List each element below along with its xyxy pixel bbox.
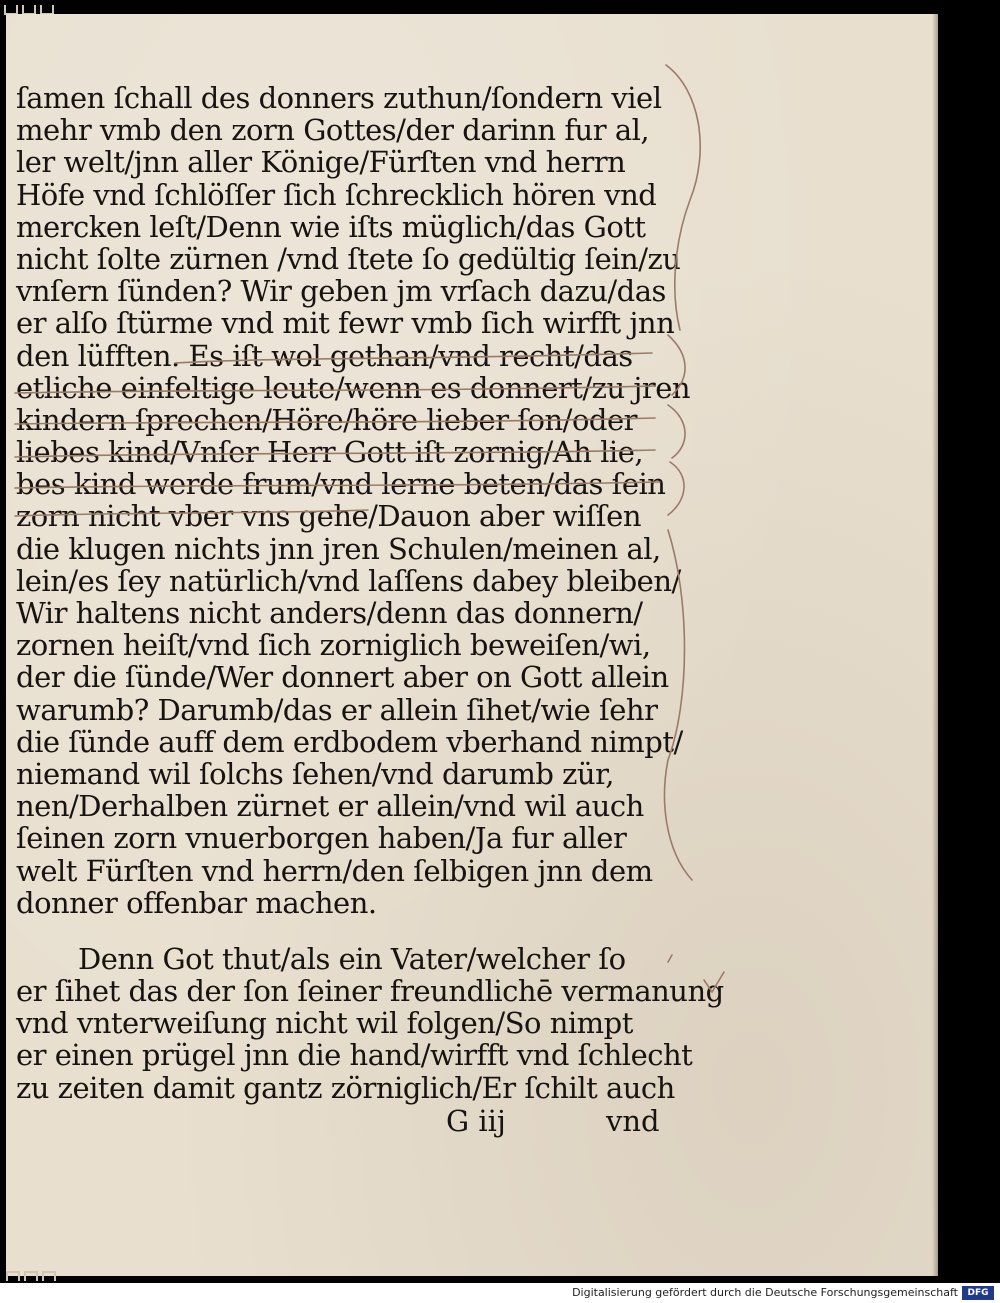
text-line: nicht ſolte zürnen /vnd ſtete ſo gedültig ſein/zu <box>16 241 681 276</box>
text-line: bes kind werde frum/vnd lerne beten/das ſein <box>16 467 666 502</box>
text-line: ſeinen zorn vnuerborgen haben/Ja fur aller <box>16 821 627 856</box>
text-line: zornen heiſt/vnd ſich zorniglich beweiſen/wi, <box>16 628 651 663</box>
paragraph-2-line: er ſihet das der ſon ſeiner freundlichē vermanung <box>16 974 724 1009</box>
paragraph-2-line: vnd vnterweiſung nicht wil folgen/So nimpt <box>16 1006 633 1041</box>
text-line: warumb? Darumb/das er allein ſihet/wie ſehr <box>16 692 658 727</box>
text-line: die klugen nichts jnn jren Schulen/meinen al, <box>16 531 661 566</box>
text-line: die ſünde auff dem erdbodem vberhand nimpt/ <box>16 724 683 759</box>
text-line: donner offenbar machen. <box>16 885 377 920</box>
scan-corner-marks-bottom <box>6 1266 76 1278</box>
signature-mark: G iij <box>446 1104 506 1138</box>
text-line: niemand wil ſolchs ſehen/vnd darumb zür, <box>16 756 614 791</box>
text-line: kindern ſprechen/Höre/höre lieber ſon/oder <box>16 402 637 437</box>
catchword: vnd <box>606 1104 660 1138</box>
text-line: ler welt/jnn aller Könige/Fürſten vnd herrn <box>16 145 626 180</box>
main-text-block <box>16 81 724 1105</box>
dfg-logo: DFG <box>962 1286 994 1300</box>
signature-line <box>446 1104 666 1140</box>
text-line: Wir haltens nicht anders/denn das donnern/ <box>16 596 643 630</box>
text-line: zorn nicht vber vns gehe/Dauon aber wiſſen <box>16 499 642 534</box>
text-line: mehr vmb den zorn Gottes/der darinn fur al, <box>16 113 650 148</box>
text-line: ſamen ſchall des donners zuthun/ſondern viel <box>16 81 662 115</box>
footer-bar <box>0 1283 1000 1303</box>
text-line: etliche einfeltige leute/wenn es donnert/zu jren <box>16 370 691 405</box>
funding-credit: Digitalisierung gefördert durch die Deutsche Forschungsgemeinschaft <box>572 1286 958 1299</box>
text-line: den lüfften. Es iſt wol gethan/vnd recht/das <box>16 338 633 373</box>
paragraph-2-line: Denn Got thut/als ein Vater/welcher ſo <box>78 941 626 976</box>
text-line: vnſern ſünden? Wir geben jm vrſach dazu/das <box>16 274 666 309</box>
text-line: lein/es ſey natürlich/vnd laſſens dabey bleiben/ <box>16 563 681 598</box>
text-line: der die ſünde/Wer donnert aber on Gott allein <box>16 660 669 695</box>
text-line: liebes kind/Vnſer Herr Gott iſt zornig/Ah lie, <box>16 435 644 470</box>
text-line: Höfe vnd ſchlöſſer ſich ſchrecklich hören vnd <box>16 177 657 212</box>
paragraph-2-line: er einen prügel jnn die hand/wirfft vnd ſchlecht <box>16 1038 693 1073</box>
paragraph-2-line: zu zeiten damit gantz zörniglich/Er ſchilt auch <box>16 1070 675 1105</box>
text-line: er alſo ſtürme vnd mit fewr vmb ſich wirfft jnn <box>16 306 675 341</box>
book-page <box>6 14 938 1276</box>
page-edge-shadow <box>932 14 938 1276</box>
text-line: nen/Derhalben zürnet er allein/vnd wil auch <box>16 789 644 824</box>
text-line: mercken leſt/Denn wie iſts müglich/das Gott <box>16 209 646 244</box>
text-line: welt Fürſten vnd herrn/den ſelbigen jnn dem <box>16 853 653 888</box>
scan-corner-marks-top <box>4 0 74 12</box>
